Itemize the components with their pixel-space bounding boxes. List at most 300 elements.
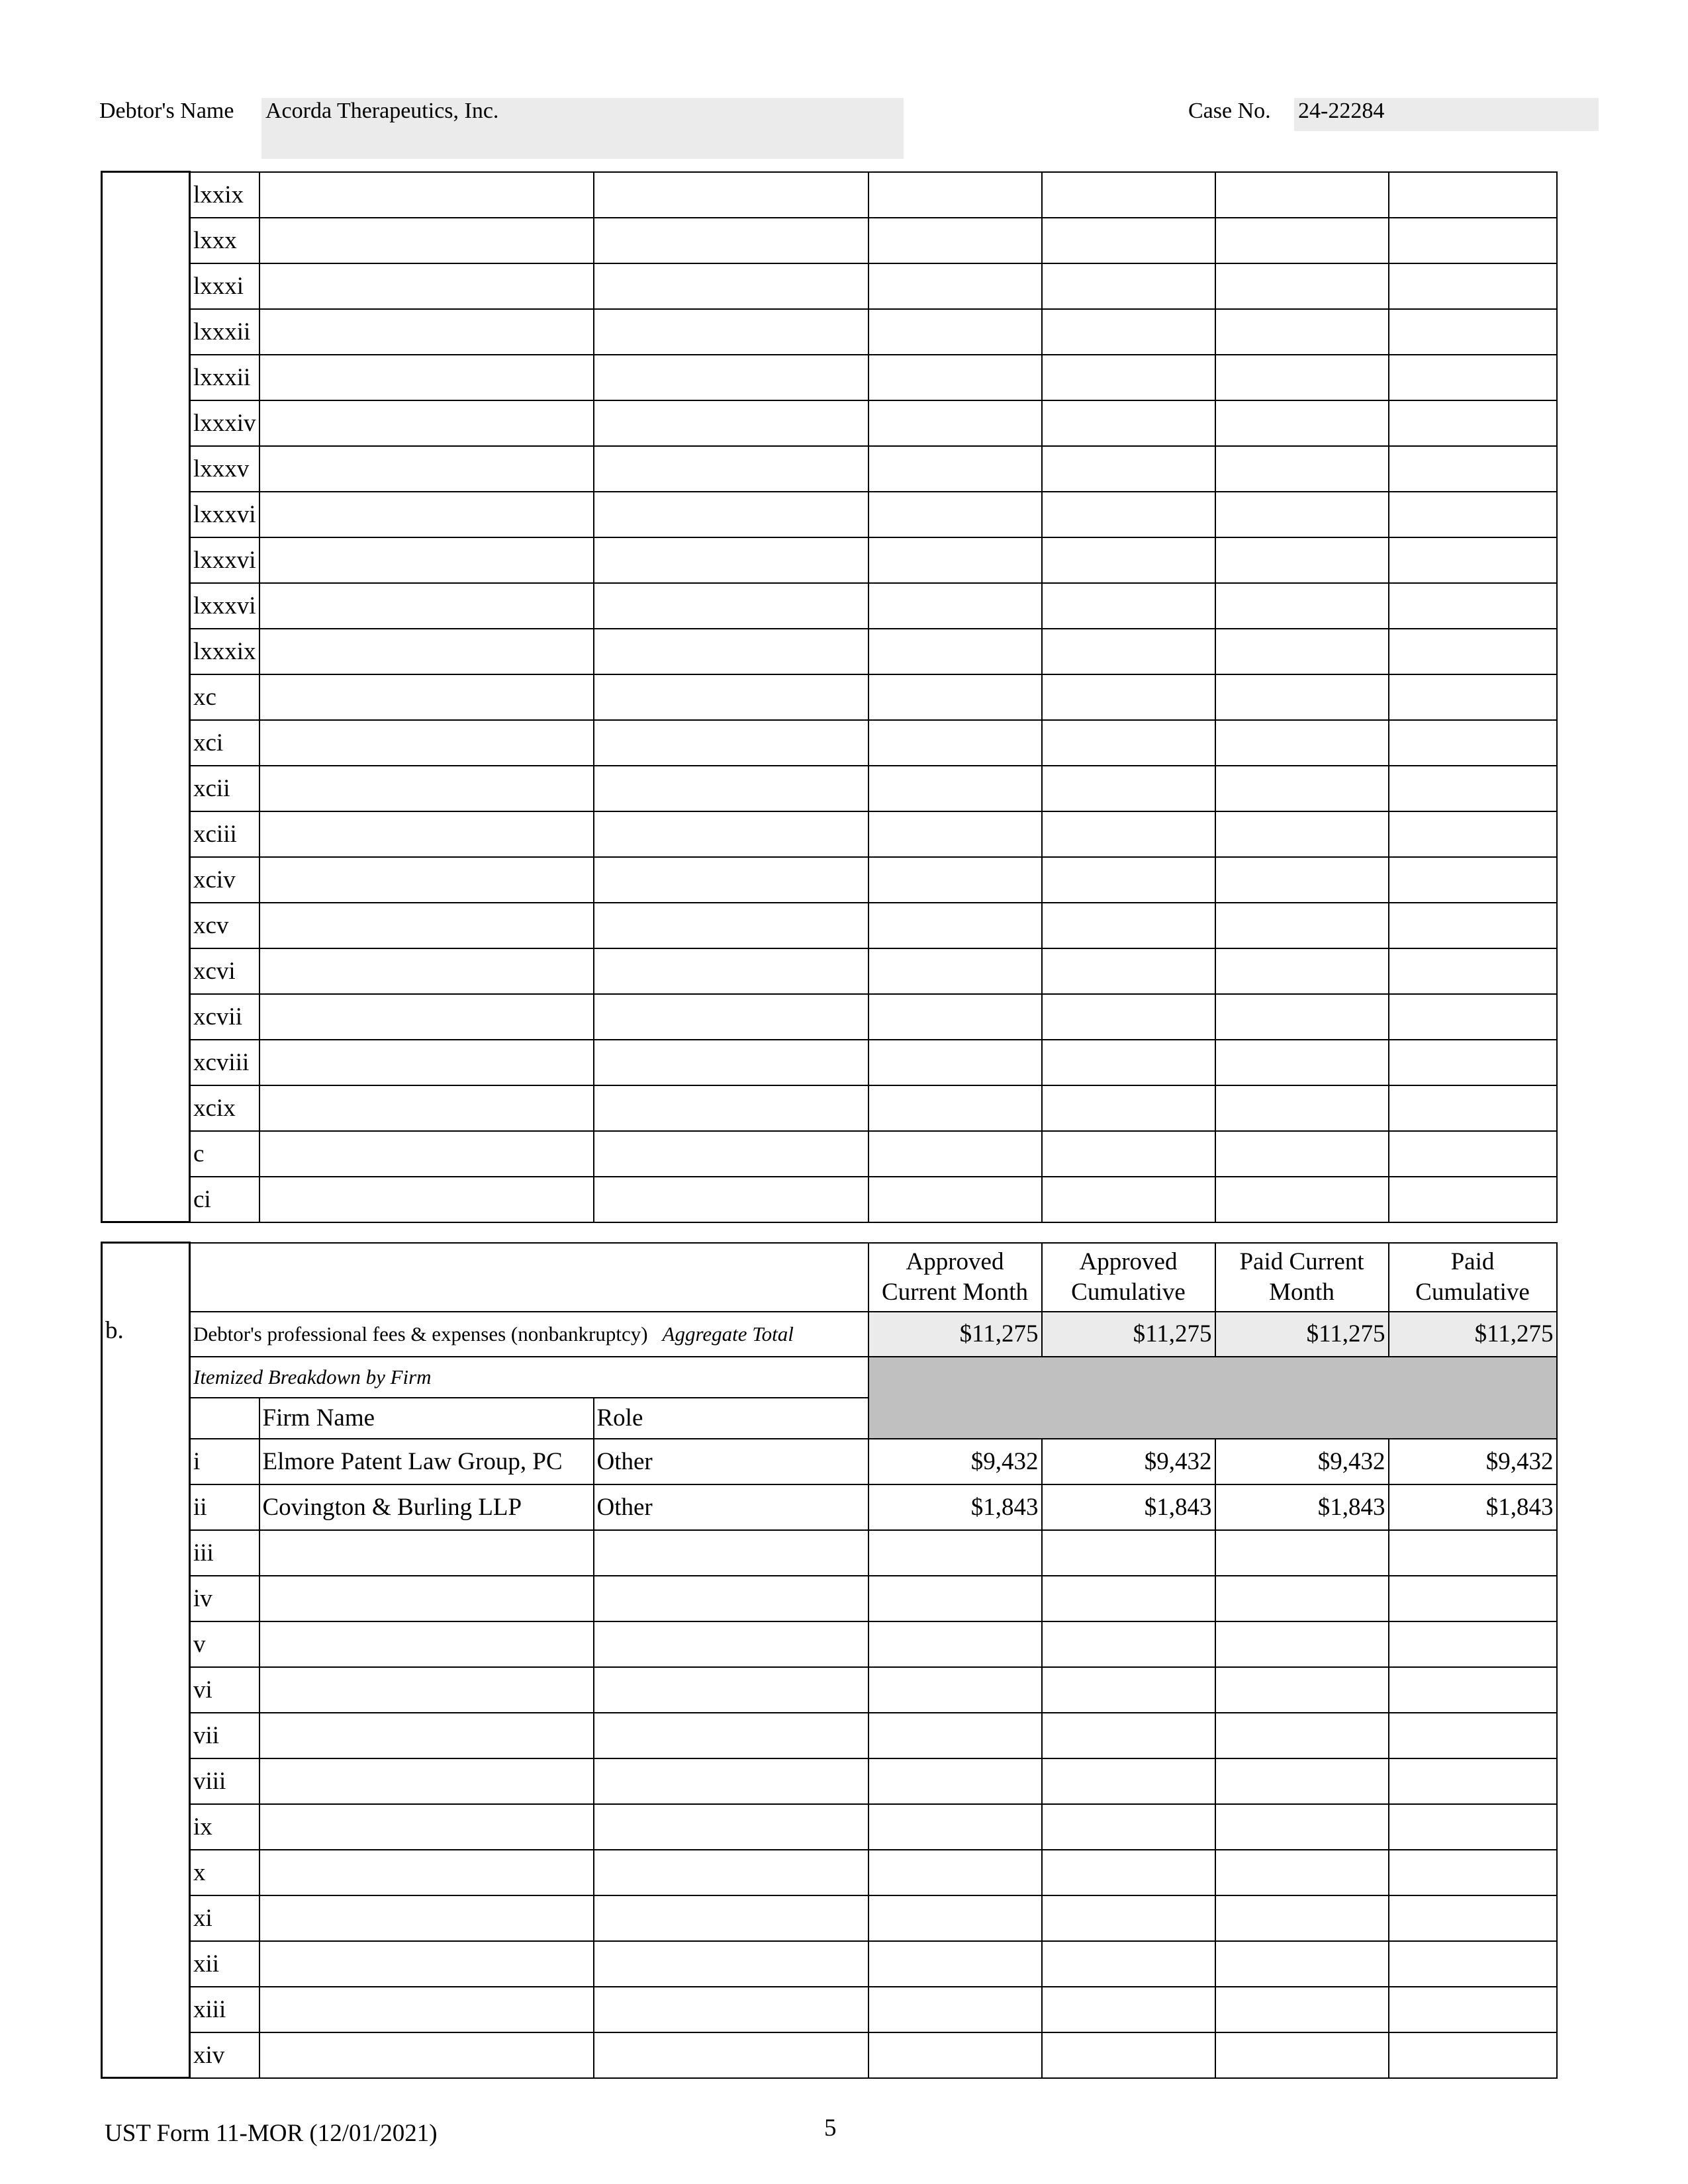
paid-current-cell[interactable] bbox=[1215, 811, 1389, 857]
approved-current-cell[interactable] bbox=[868, 2032, 1042, 2078]
firm-name-cell[interactable]: Elmore Patent Law Group, PC bbox=[259, 1439, 594, 1484]
paid-cumulative-cell[interactable] bbox=[1389, 400, 1557, 446]
firm-name-cell[interactable] bbox=[259, 172, 594, 218]
paid-current-cell[interactable] bbox=[1215, 218, 1389, 263]
table-row bbox=[102, 218, 1557, 263]
paid-current-cell[interactable] bbox=[1215, 1530, 1389, 1576]
role-cell[interactable] bbox=[594, 1987, 868, 2032]
paid-current-cell[interactable] bbox=[1215, 1895, 1389, 1941]
row-number: xciii bbox=[190, 811, 259, 857]
row-number: iii bbox=[190, 1530, 259, 1576]
approved-cumulative-cell[interactable] bbox=[1042, 1621, 1215, 1667]
paid-cumulative-cell[interactable] bbox=[1389, 218, 1557, 263]
role-cell[interactable] bbox=[594, 1850, 868, 1895]
paid-cumulative-cell[interactable] bbox=[1389, 583, 1557, 629]
role-cell[interactable] bbox=[594, 1040, 868, 1085]
firm-name-cell[interactable] bbox=[259, 674, 594, 720]
role-cell[interactable] bbox=[594, 1895, 868, 1941]
approved-cumulative-cell[interactable] bbox=[1042, 355, 1215, 400]
paid-cumulative-cell[interactable] bbox=[1389, 1177, 1557, 1222]
approved-current-cell[interactable] bbox=[868, 309, 1042, 355]
row-number: xi bbox=[190, 1895, 259, 1941]
paid-current-cell[interactable] bbox=[1215, 1621, 1389, 1667]
paid-current-cell[interactable] bbox=[1215, 1987, 1389, 2032]
paid-current-cell[interactable] bbox=[1215, 766, 1389, 811]
firm-name-cell[interactable] bbox=[259, 492, 594, 537]
row-number: xcii bbox=[190, 766, 259, 811]
approved-current-cell[interactable] bbox=[868, 1530, 1042, 1576]
firm-name-cell[interactable] bbox=[259, 766, 594, 811]
approved-cumulative-cell[interactable] bbox=[1042, 400, 1215, 446]
approved-current-cell[interactable] bbox=[868, 1177, 1042, 1222]
paid-current-cell[interactable] bbox=[1215, 948, 1389, 994]
firm-name-cell[interactable] bbox=[259, 948, 594, 994]
role-cell[interactable]: Other bbox=[594, 1484, 868, 1530]
paid-current-cell[interactable] bbox=[1215, 446, 1389, 492]
firm-name-cell[interactable] bbox=[259, 1987, 594, 2032]
table-row bbox=[102, 1131, 1557, 1177]
table-row bbox=[102, 2032, 1557, 2078]
approved-current-cell[interactable] bbox=[868, 1941, 1042, 1987]
approved-current-cell[interactable] bbox=[868, 1040, 1042, 1085]
paid-current-cell[interactable]: $1,843 bbox=[1215, 1484, 1389, 1530]
role-cell[interactable] bbox=[594, 1177, 868, 1222]
table-row bbox=[102, 766, 1557, 811]
num-header-blank bbox=[190, 1398, 259, 1439]
col-paid-cumulative: Paid Cumulative bbox=[1389, 1243, 1557, 1312]
approved-current-cell[interactable] bbox=[868, 355, 1042, 400]
firm-name-cell[interactable] bbox=[259, 811, 594, 857]
row-number: ix bbox=[190, 1804, 259, 1850]
paid-cumulative-cell[interactable] bbox=[1389, 1530, 1557, 1576]
approved-cumulative-cell[interactable] bbox=[1042, 629, 1215, 674]
table-row bbox=[102, 1085, 1557, 1131]
row-number: xcvii bbox=[190, 994, 259, 1040]
section-letter-cell bbox=[102, 1243, 190, 2078]
role-cell[interactable] bbox=[594, 766, 868, 811]
aggregate-approved-cumulative[interactable]: $11,275 bbox=[1042, 1312, 1215, 1357]
paid-current-cell[interactable] bbox=[1215, 994, 1389, 1040]
approved-cumulative-cell[interactable] bbox=[1042, 766, 1215, 811]
table-row bbox=[102, 400, 1557, 446]
professional-fees-table bbox=[101, 1242, 1558, 2079]
approved-cumulative-cell[interactable] bbox=[1042, 1576, 1215, 1621]
row-number: lxxxii bbox=[190, 355, 259, 400]
row-number: lxxxii bbox=[190, 309, 259, 355]
paid-current-cell[interactable] bbox=[1215, 1850, 1389, 1895]
aggregate-approved-current[interactable]: $11,275 bbox=[868, 1312, 1042, 1357]
paid-current-cell[interactable]: $9,432 bbox=[1215, 1439, 1389, 1484]
paid-cumulative-cell[interactable] bbox=[1389, 537, 1557, 583]
approved-cumulative-cell[interactable] bbox=[1042, 857, 1215, 903]
approved-current-cell[interactable] bbox=[868, 537, 1042, 583]
paid-cumulative-cell[interactable] bbox=[1389, 948, 1557, 994]
paid-current-cell[interactable] bbox=[1215, 1085, 1389, 1131]
role-cell[interactable] bbox=[594, 720, 868, 766]
paid-current-cell[interactable] bbox=[1215, 720, 1389, 766]
approved-cumulative-cell[interactable] bbox=[1042, 1713, 1215, 1758]
paid-current-cell[interactable] bbox=[1215, 903, 1389, 948]
table-row bbox=[102, 1576, 1557, 1621]
row-number: xciv bbox=[190, 857, 259, 903]
paid-cumulative-cell[interactable] bbox=[1389, 994, 1557, 1040]
role-cell[interactable] bbox=[594, 857, 868, 903]
firm-name-cell[interactable] bbox=[259, 1177, 594, 1222]
role-cell[interactable] bbox=[594, 1576, 868, 1621]
approved-cumulative-cell[interactable] bbox=[1042, 674, 1215, 720]
paid-current-cell[interactable] bbox=[1215, 492, 1389, 537]
aggregate-paid-cumulative[interactable]: $11,275 bbox=[1389, 1312, 1557, 1357]
approved-cumulative-cell[interactable] bbox=[1042, 1085, 1215, 1131]
approved-cumulative-cell[interactable] bbox=[1042, 1758, 1215, 1804]
role-cell[interactable] bbox=[594, 400, 868, 446]
paid-cumulative-cell[interactable] bbox=[1389, 766, 1557, 811]
paid-cumulative-cell[interactable] bbox=[1389, 903, 1557, 948]
paid-cumulative-cell[interactable] bbox=[1389, 1621, 1557, 1667]
page-number: 5 bbox=[824, 2115, 837, 2142]
paid-cumulative-cell[interactable] bbox=[1389, 674, 1557, 720]
approved-current-cell[interactable] bbox=[868, 1576, 1042, 1621]
row-number: c bbox=[190, 1131, 259, 1177]
table-row bbox=[102, 1941, 1557, 1987]
row-number: ii bbox=[190, 1484, 259, 1530]
paid-cumulative-cell[interactable] bbox=[1389, 1713, 1557, 1758]
table-row bbox=[102, 1177, 1557, 1222]
approved-current-cell[interactable] bbox=[868, 263, 1042, 309]
approved-cumulative-cell[interactable] bbox=[1042, 720, 1215, 766]
firm-name-cell[interactable] bbox=[259, 1131, 594, 1177]
paid-cumulative-cell[interactable] bbox=[1389, 1941, 1557, 1987]
approved-cumulative-cell[interactable] bbox=[1042, 948, 1215, 994]
approved-current-cell[interactable] bbox=[868, 994, 1042, 1040]
firm-name-header: Firm Name bbox=[259, 1398, 594, 1439]
col-paid-current-month: Paid Current Month bbox=[1215, 1243, 1389, 1312]
firm-name-cell[interactable] bbox=[259, 1667, 594, 1713]
firm-name-cell[interactable] bbox=[259, 1085, 594, 1131]
paid-cumulative-cell[interactable] bbox=[1389, 811, 1557, 857]
row-number: xii bbox=[190, 1941, 259, 1987]
approved-current-cell[interactable] bbox=[868, 766, 1042, 811]
row-number: xcviii bbox=[190, 1040, 259, 1085]
firm-name-cell[interactable] bbox=[259, 1804, 594, 1850]
approved-current-cell[interactable] bbox=[868, 1713, 1042, 1758]
approved-cumulative-cell[interactable] bbox=[1042, 492, 1215, 537]
role-header: Role bbox=[594, 1398, 868, 1439]
approved-current-cell[interactable] bbox=[868, 1987, 1042, 2032]
paid-cumulative-cell[interactable] bbox=[1389, 2032, 1557, 2078]
row-number: lxxxvi bbox=[190, 492, 259, 537]
approved-cumulative-cell[interactable]: $9,432 bbox=[1042, 1439, 1215, 1484]
section-letter: b. bbox=[105, 1317, 124, 1344]
paid-cumulative-cell[interactable] bbox=[1389, 1131, 1557, 1177]
paid-cumulative-cell[interactable]: $9,432 bbox=[1389, 1439, 1557, 1484]
approved-current-cell[interactable] bbox=[868, 1895, 1042, 1941]
approved-cumulative-cell[interactable] bbox=[1042, 446, 1215, 492]
approved-current-cell[interactable] bbox=[868, 583, 1042, 629]
paid-current-cell[interactable] bbox=[1215, 355, 1389, 400]
case-number-label: Case No. bbox=[1188, 99, 1271, 123]
approved-current-cell[interactable] bbox=[868, 1850, 1042, 1895]
paid-current-cell[interactable] bbox=[1215, 1131, 1389, 1177]
role-cell[interactable] bbox=[594, 218, 868, 263]
approved-cumulative-cell[interactable] bbox=[1042, 1530, 1215, 1576]
role-cell[interactable] bbox=[594, 1085, 868, 1131]
paid-current-cell[interactable] bbox=[1215, 1713, 1389, 1758]
paid-cumulative-cell[interactable] bbox=[1389, 857, 1557, 903]
table-row bbox=[102, 811, 1557, 857]
table-row bbox=[102, 948, 1557, 994]
approved-current-cell[interactable] bbox=[868, 1667, 1042, 1713]
role-cell[interactable] bbox=[594, 1713, 868, 1758]
paid-current-cell[interactable] bbox=[1215, 629, 1389, 674]
table-row bbox=[102, 994, 1557, 1040]
role-cell[interactable] bbox=[594, 172, 868, 218]
paid-cumulative-cell[interactable] bbox=[1389, 1850, 1557, 1895]
role-cell[interactable]: Other bbox=[594, 1439, 868, 1484]
firm-name-cell[interactable] bbox=[259, 720, 594, 766]
firm-name-cell[interactable] bbox=[259, 1941, 594, 1987]
approved-cumulative-cell[interactable] bbox=[1042, 1895, 1215, 1941]
approved-cumulative-cell[interactable] bbox=[1042, 172, 1215, 218]
approved-cumulative-cell[interactable] bbox=[1042, 583, 1215, 629]
approved-cumulative-cell[interactable] bbox=[1042, 537, 1215, 583]
row-number: ci bbox=[190, 1177, 259, 1222]
approved-current-cell[interactable] bbox=[868, 492, 1042, 537]
table-row bbox=[102, 674, 1557, 720]
aggregate-row bbox=[102, 1312, 1557, 1357]
firm-name-cell[interactable] bbox=[259, 583, 594, 629]
role-cell[interactable] bbox=[594, 492, 868, 537]
firm-name-cell[interactable] bbox=[259, 1576, 594, 1621]
table-row bbox=[102, 720, 1557, 766]
role-cell[interactable] bbox=[594, 629, 868, 674]
approved-current-cell[interactable] bbox=[868, 629, 1042, 674]
approved-current-cell[interactable] bbox=[868, 446, 1042, 492]
firm-name-cell[interactable] bbox=[259, 1895, 594, 1941]
role-cell[interactable] bbox=[594, 2032, 868, 2078]
paid-cumulative-cell[interactable] bbox=[1389, 355, 1557, 400]
row-number: lxxxvi bbox=[190, 537, 259, 583]
paid-cumulative-cell[interactable] bbox=[1389, 1804, 1557, 1850]
paid-cumulative-cell[interactable] bbox=[1389, 1895, 1557, 1941]
aggregate-total-label: Aggregate Total bbox=[662, 1322, 794, 1345]
role-cell[interactable] bbox=[594, 1621, 868, 1667]
firm-name-cell[interactable] bbox=[259, 1530, 594, 1576]
approved-current-cell[interactable] bbox=[868, 400, 1042, 446]
firm-name-cell[interactable] bbox=[259, 355, 594, 400]
approved-cumulative-cell[interactable] bbox=[1042, 309, 1215, 355]
paid-current-cell[interactable] bbox=[1215, 263, 1389, 309]
role-cell[interactable] bbox=[594, 903, 868, 948]
firm-name-cell[interactable] bbox=[259, 1621, 594, 1667]
row-number: xcix bbox=[190, 1085, 259, 1131]
table-row bbox=[102, 1439, 1557, 1484]
paid-cumulative-cell[interactable] bbox=[1389, 1576, 1557, 1621]
row-number: vi bbox=[190, 1667, 259, 1713]
approved-cumulative-cell[interactable] bbox=[1042, 1040, 1215, 1085]
row-number: xiii bbox=[190, 1987, 259, 2032]
approved-cumulative-cell[interactable]: $1,843 bbox=[1042, 1484, 1215, 1530]
firm-name-cell[interactable] bbox=[259, 263, 594, 309]
table-row bbox=[102, 172, 1557, 218]
paid-cumulative-cell[interactable] bbox=[1389, 446, 1557, 492]
approved-cumulative-cell[interactable] bbox=[1042, 1941, 1215, 1987]
table-row bbox=[102, 446, 1557, 492]
approved-current-cell[interactable] bbox=[868, 720, 1042, 766]
column-header-row bbox=[102, 1243, 1557, 1312]
role-cell[interactable] bbox=[594, 1667, 868, 1713]
paid-cumulative-cell[interactable] bbox=[1389, 1987, 1557, 2032]
paid-current-cell[interactable] bbox=[1215, 172, 1389, 218]
paid-current-cell[interactable] bbox=[1215, 857, 1389, 903]
role-cell[interactable] bbox=[594, 1804, 868, 1850]
approved-cumulative-cell[interactable] bbox=[1042, 218, 1215, 263]
approved-current-cell[interactable] bbox=[868, 857, 1042, 903]
approved-current-cell[interactable] bbox=[868, 811, 1042, 857]
approved-cumulative-cell[interactable] bbox=[1042, 1850, 1215, 1895]
approved-current-cell[interactable]: $1,843 bbox=[868, 1484, 1042, 1530]
paid-cumulative-cell[interactable] bbox=[1389, 492, 1557, 537]
approved-current-cell[interactable] bbox=[868, 218, 1042, 263]
paid-current-cell[interactable] bbox=[1215, 2032, 1389, 2078]
table-row bbox=[102, 1621, 1557, 1667]
header-blank-cell bbox=[190, 1243, 868, 1312]
role-cell[interactable] bbox=[594, 583, 868, 629]
paid-cumulative-cell[interactable] bbox=[1389, 1667, 1557, 1713]
paid-cumulative-cell[interactable]: $1,843 bbox=[1389, 1484, 1557, 1530]
paid-current-cell[interactable] bbox=[1215, 674, 1389, 720]
row-number: xiv bbox=[190, 2032, 259, 2078]
firm-name-cell[interactable] bbox=[259, 994, 594, 1040]
role-cell[interactable] bbox=[594, 1941, 868, 1987]
approved-cumulative-cell[interactable] bbox=[1042, 903, 1215, 948]
role-cell[interactable] bbox=[594, 1530, 868, 1576]
row-number: lxxxix bbox=[190, 629, 259, 674]
firm-name-cell[interactable] bbox=[259, 400, 594, 446]
role-cell[interactable] bbox=[594, 811, 868, 857]
approved-current-cell[interactable] bbox=[868, 1758, 1042, 1804]
paid-current-cell[interactable] bbox=[1215, 1576, 1389, 1621]
approved-cumulative-cell[interactable] bbox=[1042, 1177, 1215, 1222]
aggregate-paid-current[interactable]: $11,275 bbox=[1215, 1312, 1389, 1357]
role-cell[interactable] bbox=[594, 446, 868, 492]
approved-cumulative-cell[interactable] bbox=[1042, 2032, 1215, 2078]
paid-cumulative-cell[interactable] bbox=[1389, 1040, 1557, 1085]
table-row bbox=[102, 537, 1557, 583]
paid-current-cell[interactable] bbox=[1215, 1667, 1389, 1713]
paid-current-cell[interactable] bbox=[1215, 1040, 1389, 1085]
firm-name-cell[interactable] bbox=[259, 903, 594, 948]
paid-current-cell[interactable] bbox=[1215, 309, 1389, 355]
role-cell[interactable] bbox=[594, 948, 868, 994]
row-number: lxxxvi bbox=[190, 583, 259, 629]
shaded-block bbox=[868, 1357, 1557, 1439]
aggregate-desc: Debtor's professional fees & expenses (nonbankruptcy) bbox=[193, 1322, 648, 1345]
approved-cumulative-cell[interactable] bbox=[1042, 811, 1215, 857]
approved-cumulative-cell[interactable] bbox=[1042, 1804, 1215, 1850]
approved-current-cell[interactable] bbox=[868, 172, 1042, 218]
paid-current-cell[interactable] bbox=[1215, 1804, 1389, 1850]
table-row bbox=[102, 1758, 1557, 1804]
approved-current-cell[interactable]: $9,432 bbox=[868, 1439, 1042, 1484]
table-row bbox=[102, 355, 1557, 400]
paid-cumulative-cell[interactable] bbox=[1389, 172, 1557, 218]
approved-current-cell[interactable] bbox=[868, 1621, 1042, 1667]
form-id: UST Form 11-MOR (12/01/2021) bbox=[105, 2120, 438, 2147]
role-cell[interactable] bbox=[594, 263, 868, 309]
paid-cumulative-cell[interactable] bbox=[1389, 1085, 1557, 1131]
firm-name-cell[interactable] bbox=[259, 1040, 594, 1085]
role-cell[interactable] bbox=[594, 537, 868, 583]
approved-cumulative-cell[interactable] bbox=[1042, 1987, 1215, 2032]
approved-current-cell[interactable] bbox=[868, 903, 1042, 948]
debtor-name-field[interactable]: Acorda Therapeutics, Inc. bbox=[261, 98, 904, 159]
table-row bbox=[102, 1850, 1557, 1895]
paid-cumulative-cell[interactable] bbox=[1389, 1758, 1557, 1804]
approved-cumulative-cell[interactable] bbox=[1042, 1131, 1215, 1177]
approved-cumulative-cell[interactable] bbox=[1042, 994, 1215, 1040]
firm-name-cell[interactable]: Covington & Burling LLP bbox=[259, 1484, 594, 1530]
paid-current-cell[interactable] bbox=[1215, 583, 1389, 629]
role-cell[interactable] bbox=[594, 994, 868, 1040]
paid-cumulative-cell[interactable] bbox=[1389, 263, 1557, 309]
approved-current-cell[interactable] bbox=[868, 1131, 1042, 1177]
role-cell[interactable] bbox=[594, 309, 868, 355]
paid-current-cell[interactable] bbox=[1215, 400, 1389, 446]
table-row bbox=[102, 583, 1557, 629]
firm-name-cell[interactable] bbox=[259, 1850, 594, 1895]
role-cell[interactable] bbox=[594, 1758, 868, 1804]
firm-name-cell[interactable] bbox=[259, 1758, 594, 1804]
debtor-name-label: Debtor's Name bbox=[99, 99, 234, 123]
paid-current-cell[interactable] bbox=[1215, 1758, 1389, 1804]
paid-cumulative-cell[interactable] bbox=[1389, 720, 1557, 766]
paid-current-cell[interactable] bbox=[1215, 537, 1389, 583]
paid-current-cell[interactable] bbox=[1215, 1177, 1389, 1222]
row-number: lxxxv bbox=[190, 446, 259, 492]
approved-current-cell[interactable] bbox=[868, 674, 1042, 720]
case-number-field[interactable]: 24-22284 bbox=[1294, 98, 1599, 131]
paid-cumulative-cell[interactable] bbox=[1389, 629, 1557, 674]
table-row bbox=[102, 263, 1557, 309]
row-number: xci bbox=[190, 720, 259, 766]
approved-cumulative-cell[interactable] bbox=[1042, 1667, 1215, 1713]
paid-cumulative-cell[interactable] bbox=[1389, 309, 1557, 355]
approved-current-cell[interactable] bbox=[868, 948, 1042, 994]
aggregate-label bbox=[190, 1312, 868, 1357]
table-row bbox=[102, 1040, 1557, 1085]
firm-name-cell[interactable] bbox=[259, 629, 594, 674]
paid-current-cell[interactable] bbox=[1215, 1941, 1389, 1987]
table-row bbox=[102, 492, 1557, 537]
firm-name-cell[interactable] bbox=[259, 537, 594, 583]
firm-name-cell[interactable] bbox=[259, 857, 594, 903]
firm-name-cell[interactable] bbox=[259, 218, 594, 263]
approved-cumulative-cell[interactable] bbox=[1042, 263, 1215, 309]
firm-name-cell[interactable] bbox=[259, 2032, 594, 2078]
approved-current-cell[interactable] bbox=[868, 1804, 1042, 1850]
firm-name-cell[interactable] bbox=[259, 309, 594, 355]
role-cell[interactable] bbox=[594, 1131, 868, 1177]
continuation-table bbox=[101, 171, 1558, 1223]
firm-name-cell[interactable] bbox=[259, 446, 594, 492]
firm-name-cell[interactable] bbox=[259, 1713, 594, 1758]
row-number: xcvi bbox=[190, 948, 259, 994]
approved-current-cell[interactable] bbox=[868, 1085, 1042, 1131]
role-cell[interactable] bbox=[594, 355, 868, 400]
table-row bbox=[102, 1667, 1557, 1713]
role-cell[interactable] bbox=[594, 674, 868, 720]
